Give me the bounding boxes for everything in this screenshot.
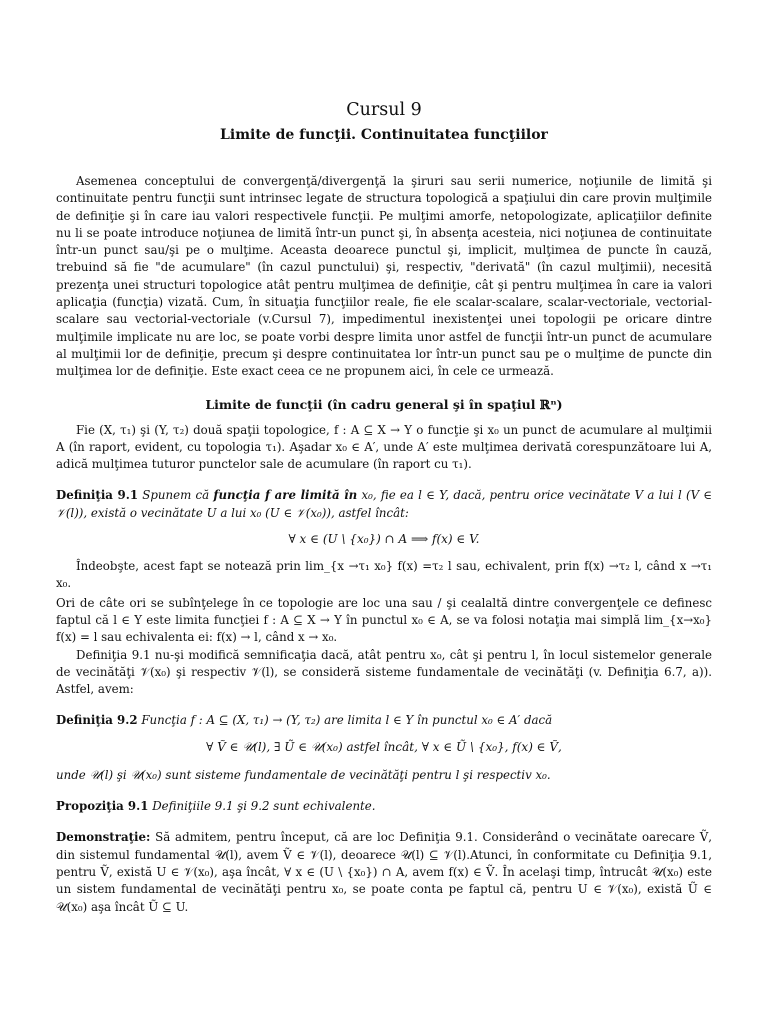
definition-9-1-label: Definiţia 9.1 [56, 488, 139, 503]
definition-9-1-formula: ∀ x ∈ (U \ {x₀}) ∩ A ⟹ f(x) ∈ V. [288, 532, 480, 547]
proposition-9-1 [56, 798, 712, 815]
proposition-9-1-label: Propoziţia 9.1 [56, 799, 149, 814]
proof [56, 829, 712, 915]
definition-9-1-text-a: Spunem că [142, 488, 210, 503]
paragraph-fundamental-systems: Definiţia 9.1 nu-şi modifică semnificaţia dacă, atât pentru x₀, cât şi pentru l, în locul sistemelor generale de vecinătăţi 𝒱(x₀) şi respectiv 𝒱(l), se consideră sisteme fundamentale de vecinătăţi (v. Definiţia 6.7, a)). Astfel, avem: [56, 647, 712, 697]
proof-text: Să admitem, pentru început, că are loc Definiţia 9.1. Considerând o vecinătate oarecare Ṽ, din sistemul fundamental 𝒰(l), avem Ṽ ∈ 𝒱(l), deoarece 𝒰(l) ⊆ 𝒱(l).Atunci, în conformitate cu Definiţia 9.1, pentru Ṽ, există U ∈ 𝒱(x₀), aşa încât, ∀ x ∈ (U \ {x₀}) ∩ A, avem f(x) ∈ Ṽ. În acelaşi timp, întrucât 𝒰(x₀) este un sistem fundamental de vecinătăţi pentru x₀, se poate conta pe faptul că, pentru U ∈ 𝒱(x₀), există Ũ ∈ 𝒰(x₀) aşa încât Ũ ⊆ U. [56, 830, 713, 914]
definition-9-2-text: Funcţia f : A ⊆ (X, τ₁) → (Y, τ₂) are limita l ∈ Y în punctul x₀ ∈ A′ dacă [141, 713, 553, 728]
definition-9-1-bold: funcţia f are limită în [213, 488, 358, 503]
paragraph-simple-notation: Ori de câte ori se subînţelege în ce topologie are loc una sau / şi cealaltă dintre convergenţele ce definesc faptul că l ∈ Y este limita funcţiei f : A ⊆ X → Y în punctul x₀ ∈ A, se va folosi notaţia mai simplă lim_{x→x₀} f(x) = l sau echivalenta ei: f(x) → l, când x → x₀. [56, 595, 712, 645]
definition-9-1 [56, 487, 712, 522]
definition-9-2 [56, 712, 712, 729]
definition-9-2-formula: ∀ Ṽ ∈ 𝒰(l), ∃ Ũ ∈ 𝒰(x₀) astfel încât, ∀ x ∈ Ũ \ {x₀}, f(x) ∈ Ṽ, [206, 739, 562, 754]
definition-9-2-after: unde 𝒰(l) şi 𝒰(x₀) sunt sisteme fundamentale de vecinătăţi pentru l şi respectiv x₀. [56, 767, 551, 782]
paragraph-notation: Îndeobşte, acest fapt se notează prin lim_{x →τ₁ x₀} f(x) =τ₂ l sau, echivalent, prin f(x) →τ₂ l, când x →τ₁ x₀. [56, 559, 712, 591]
course-subtitle: Limite de funcţii. Continuitatea funcţiilor [220, 127, 548, 143]
definition-9-1-text-b: x₀, fie ea l ∈ Y, dacă, pentru orice vecinătate V a lui l (V ∈ 𝒱(l)), există o vecinătate U a lui x₀ (U ∈ 𝒱(x₀)), astfel încât: [56, 488, 713, 520]
proposition-9-1-text: Definiţiile 9.1 şi 9.2 sunt echivalente. [152, 799, 376, 814]
intro-paragraph: Asemenea conceptului de convergenţă/divergenţă la şiruri sau serii numerice, noţiunile de limită şi continuitate pentru funcţii sunt intrinsec legate de structura topologică a spaţiului din care provin mulţimile de definiţie şi în care iau valori respectivele funcţii. Pe mulţimi amorfe, netopologizate, aplicaţiilor definite nu li se poate introduce noţiunea de limită într-un punct şi, în absenţa acesteia, nici noţiunea de continuitate într-un punct sau/şi pe o mulţime. Aceasta deoarece punctul şi, implicit, mulţimea de puncte în cauză, trebuind să fie "de acumulare" (în cazul punctului) şi, respectiv, "derivată" (în cazul mulţimii), necesită prezenţa unei structuri topologice atât pentru mulţimea de definiţie, cât şi pentru mulţimea în care ia valori aplicaţia (funcţia) vizată. Cum, în situaţia funcţiilor reale, fie ele scalar-scalare, scalar-vectoriale, vectorial-scalare sau vectorial-vectoriale (v.Cursul 7), impedimentul inexistenţei unei topologii pe oricare dintre mulţimile implicate nu are loc, se poate vorbi despre limita unor astfel de funcţii într-un punct de acumulare al mulţimii lor de definiţie, precum şi despre continuitatea lor într-un punct sau pe o mulţime de puncte din mulţimea lor de definiţie. Este exact ceea ce ne propunem aici, în cele ce urmează. [56, 174, 712, 379]
proof-label: Demonstraţie: [56, 830, 151, 845]
paragraph-setup: Fie (X, τ₁) şi (Y, τ₂) două spaţii topologice, f : A ⊆ X → Y o funcţie şi x₀ un punct de acumulare al mulţimii A (în raport, evident, cu topologia τ₁). Aşadar x₀ ∈ A′, unde A′ este mulţimea derivată corespunzătoare lui A, adică mulţimea tuturor punctelor sale de acumulare (în raport cu τ₁). [56, 422, 712, 472]
definition-9-2-label: Definiţia 9.2 [56, 713, 138, 728]
course-title: Cursul 9 [346, 100, 422, 120]
section-heading: Limite de funcţii (în cadru general şi în spaţiul ℝⁿ) [205, 396, 563, 412]
